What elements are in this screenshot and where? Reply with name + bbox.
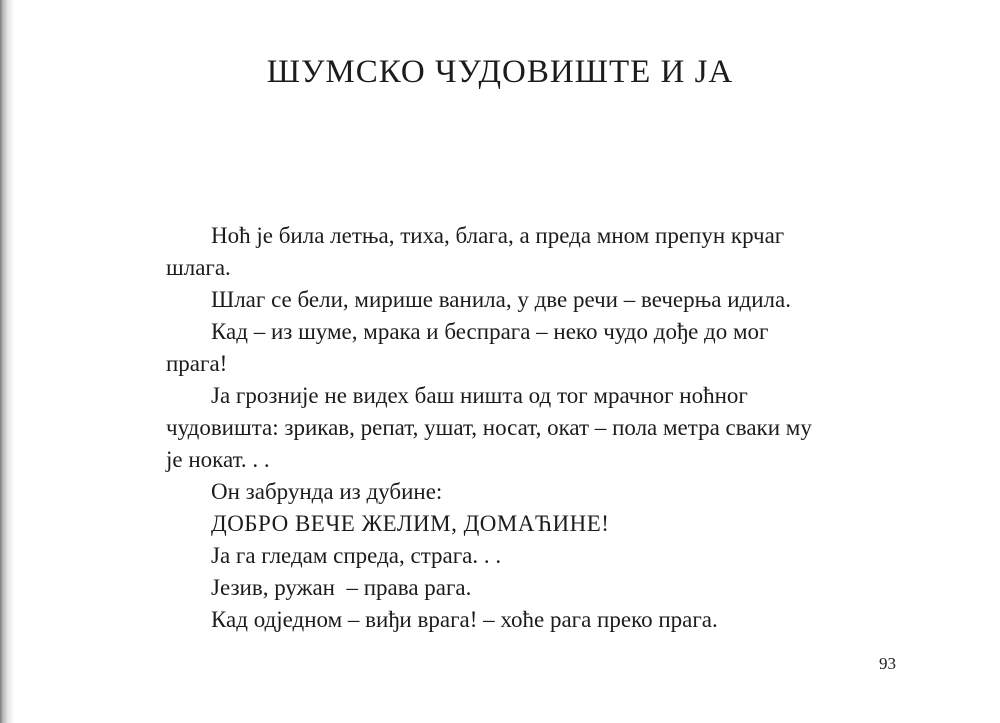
paragraph-1: Ноћ је била летња, тиха, блага, а преда мном препун крчаг шлага. [166, 223, 785, 280]
verse-line-4: Језив, ружан – права рага. [211, 575, 472, 600]
verse-line-3: Ја га гледам спреда, страга. . . [211, 543, 502, 568]
poem-body [166, 220, 826, 636]
paragraph-4: Ја грозније не видех баш ништа од тог мрачног ноћног чудовишта: зрикав, репат, ушат, носат, окат – пола метра сваки му је нокат. . . [166, 383, 812, 472]
book-binding-edge [0, 0, 14, 723]
verse-line-2: ДОБРО ВЕЧЕ ЖЕЛИМ, ДОМАЋИНЕ! [211, 511, 610, 536]
verse-line-1: Он забрунда из дубине: [211, 479, 443, 504]
paragraph-3: Кад – из шуме, мрака и беспрага – неко чудо дође до мог прага! [166, 319, 769, 376]
page-title: ШУМСКО ЧУДОВИШТЕ И ЈА [266, 54, 734, 90]
paragraph-2: Шлаг се бели, мирише ванила, у две речи – вечерња идила. [211, 287, 791, 312]
verse-line-5: Кад одједном – виђи врага! – хоће рага преко прага. [211, 607, 718, 632]
page-number: 93 [879, 654, 896, 673]
